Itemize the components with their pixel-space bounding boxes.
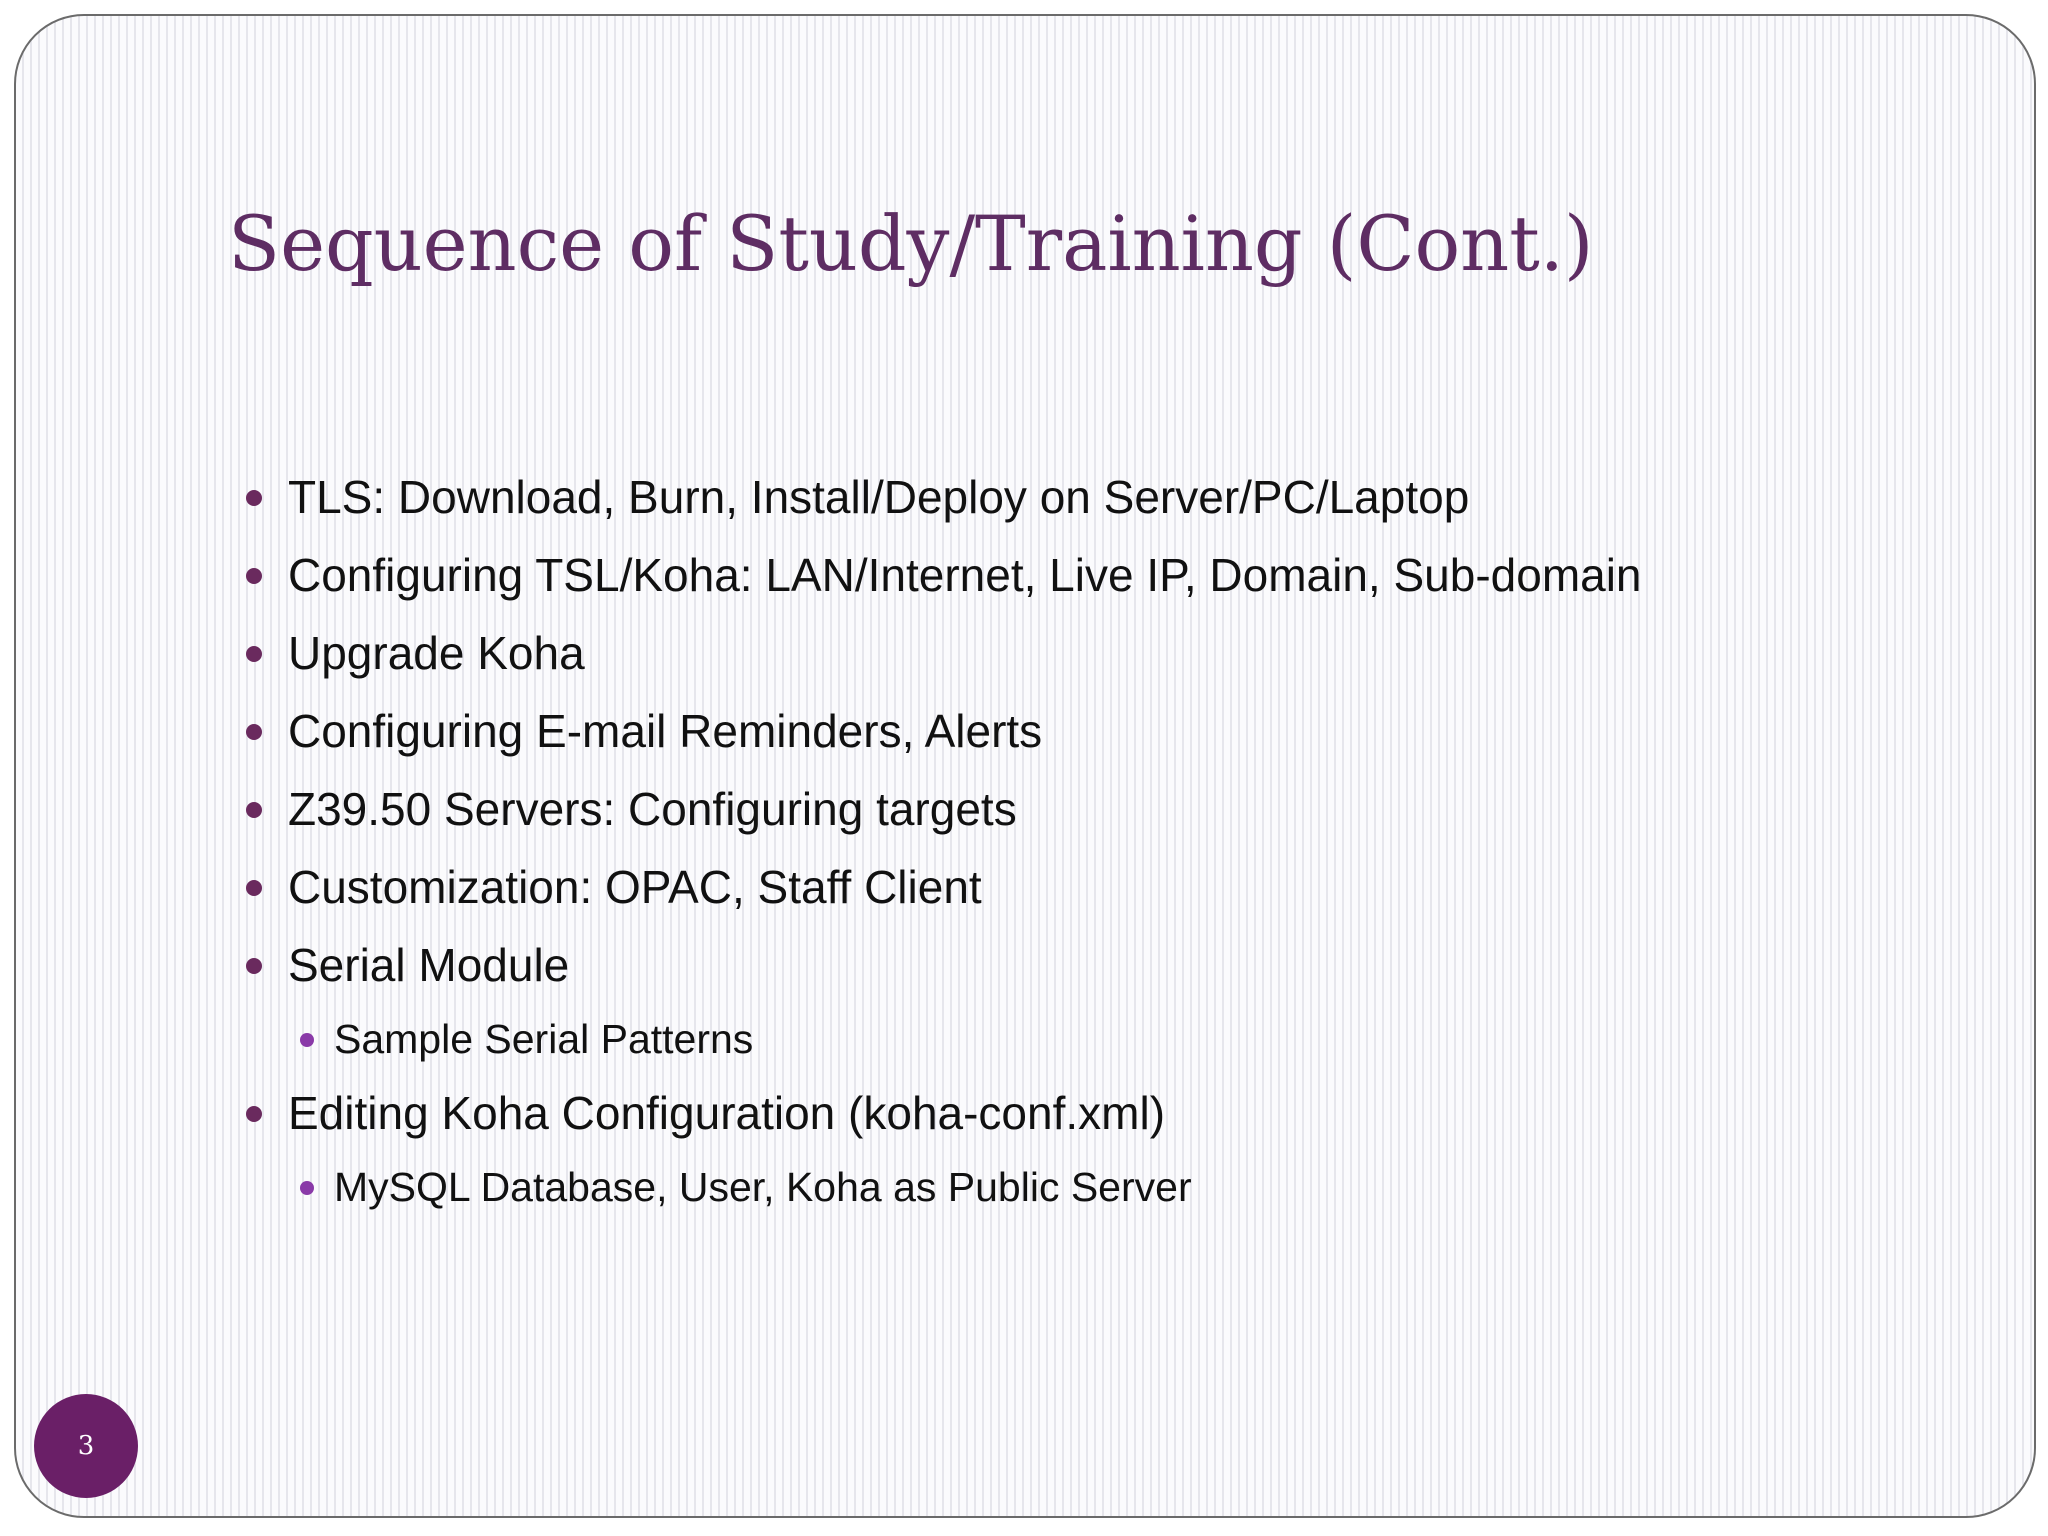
bullet-item <box>228 926 1642 1004</box>
bullet-item <box>228 1074 1642 1152</box>
bullet-text: Editing Koha Configuration (koha-conf.xml) <box>288 1087 1166 1139</box>
bullet-text: Customization: OPAC, Staff Client <box>288 861 982 913</box>
bullet-item <box>228 692 1642 770</box>
bullet-dot-icon <box>246 880 262 896</box>
bullet-item <box>228 614 1642 692</box>
bullet-dot-icon <box>246 724 262 740</box>
page-number: 3 <box>77 1431 95 1461</box>
sub-bullet-dot-icon <box>300 1033 314 1047</box>
sub-bullet-text: MySQL Database, User, Koha as Public Server <box>334 1164 1192 1210</box>
sub-bullet-dot-icon <box>300 1181 314 1195</box>
bullet-dot-icon <box>246 490 262 506</box>
bullet-item <box>228 536 1642 614</box>
bullet-text: TLS: Download, Burn, Install/Deploy on Server/PC/Laptop <box>288 471 1470 523</box>
sub-bullet-item <box>228 1152 1642 1222</box>
page-number-badge <box>34 1394 138 1498</box>
bullet-text: Configuring E-mail Reminders, Alerts <box>288 705 1043 757</box>
sub-bullet-item <box>228 1004 1642 1074</box>
bullet-text: Serial Module <box>288 939 570 991</box>
bullet-dot-icon <box>246 802 262 818</box>
bullet-dot-icon <box>246 1106 262 1122</box>
bullet-dot-icon <box>246 568 262 584</box>
bullet-list <box>228 458 1642 1222</box>
sub-bullet-text: Sample Serial Patterns <box>334 1016 754 1062</box>
bullet-text: Z39.50 Servers: Configuring targets <box>288 783 1017 835</box>
slide <box>14 14 2036 1518</box>
bullet-item <box>228 458 1642 536</box>
bullet-dot-icon <box>246 958 262 974</box>
slide-title: Sequence of Study/Training (Cont.) <box>228 199 1594 288</box>
bullet-item <box>228 770 1642 848</box>
bullet-text: Upgrade Koha <box>288 627 585 679</box>
bullet-text: Configuring TSL/Koha: LAN/Internet, Live IP, Domain, Sub-domain <box>288 549 1642 601</box>
bullet-item <box>228 848 1642 926</box>
bullet-dot-icon <box>246 646 262 662</box>
